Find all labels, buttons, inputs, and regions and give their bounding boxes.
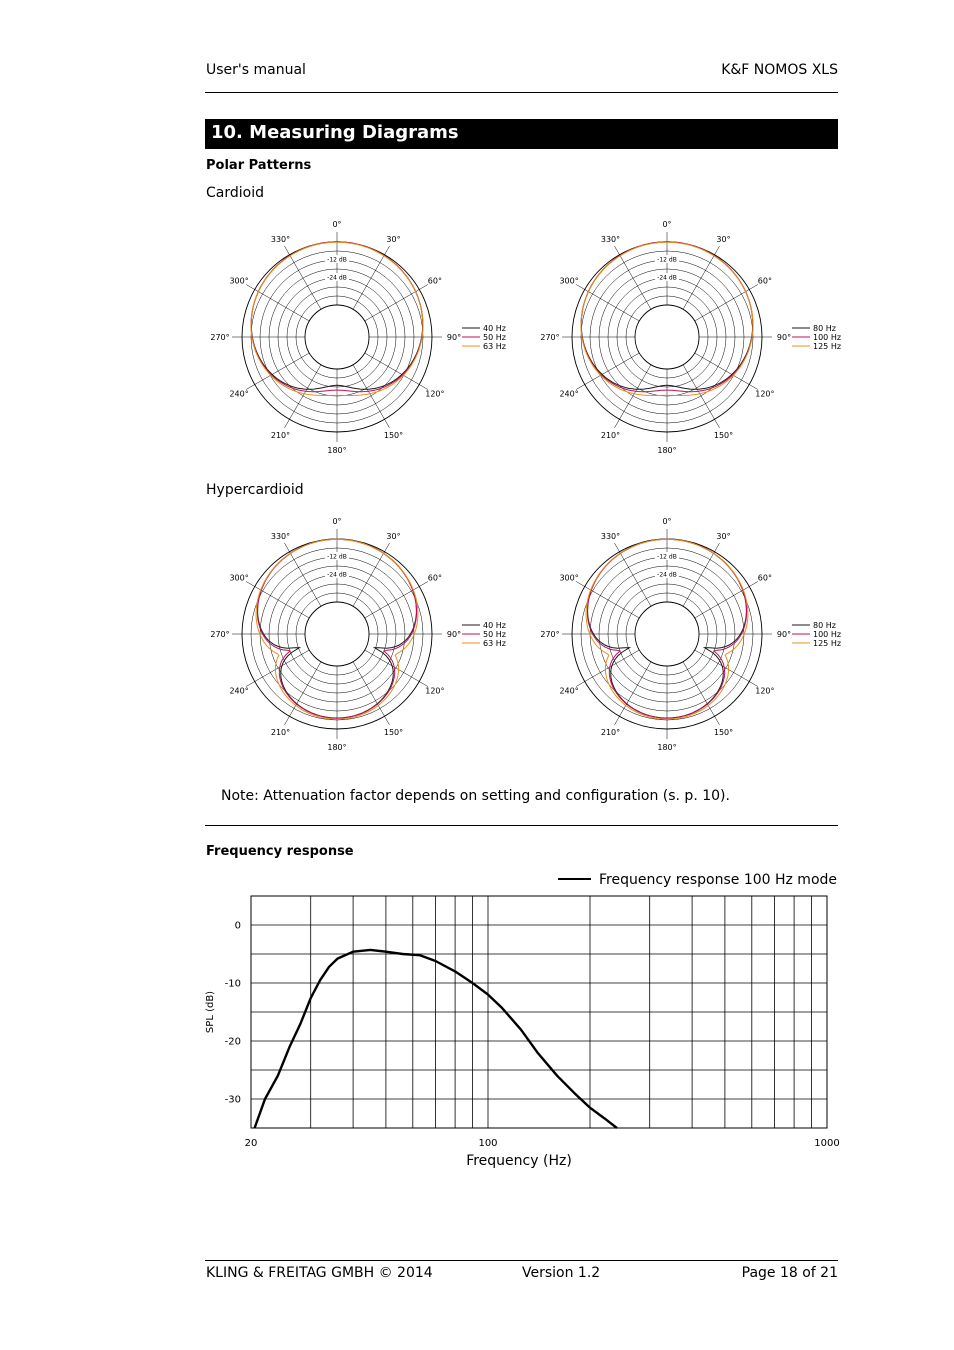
footer-rule xyxy=(205,1260,838,1261)
angle-label: 90° xyxy=(776,630,792,639)
angle-label: 120° xyxy=(425,389,445,399)
legend-entry: 125 Hz xyxy=(813,639,842,648)
angle-label: 180° xyxy=(657,743,677,752)
polar-plot-hypercardioid-high xyxy=(530,505,850,765)
angle-label: 90° xyxy=(776,333,792,342)
angle-label: 240° xyxy=(229,686,249,696)
angle-label: 330° xyxy=(600,235,621,245)
polar-grid xyxy=(562,232,775,442)
angle-label: 270° xyxy=(540,333,560,342)
ring-label: -12 dB xyxy=(657,256,677,264)
angle-label: 150° xyxy=(383,727,404,737)
angle-label: 180° xyxy=(327,743,347,752)
angle-label: 270° xyxy=(210,630,230,639)
y-tick-label: -20 xyxy=(224,1036,241,1048)
angle-label: 30° xyxy=(386,532,401,542)
angle-label: 90° xyxy=(446,333,462,342)
hypercardioid-label: Hypercardioid xyxy=(206,482,304,498)
angle-label: 210° xyxy=(270,727,291,737)
angle-label: 30° xyxy=(716,235,731,245)
angle-label: 240° xyxy=(229,389,249,399)
legend-entry: 50 Hz xyxy=(483,630,506,639)
legend-entry: 125 Hz xyxy=(813,342,842,351)
y-axis-label: SPL (dB) xyxy=(205,990,216,1034)
angle-label: 180° xyxy=(327,446,347,455)
ring-label: -24 dB xyxy=(327,274,347,282)
ring-label: -12 dB xyxy=(657,553,677,561)
header-rule xyxy=(205,92,838,93)
section-title-bar xyxy=(205,119,838,149)
angle-label: 300° xyxy=(229,573,249,583)
polar-plot-hypercardioid-low xyxy=(200,505,520,765)
footer-page: Page 18 of 21 xyxy=(741,1265,838,1281)
legend-entry: 50 Hz xyxy=(483,333,506,342)
angle-label: 210° xyxy=(600,727,621,737)
cardioid-label: Cardioid xyxy=(206,185,264,201)
header-left: User's manual xyxy=(206,62,306,78)
angle-label: 180° xyxy=(657,446,677,455)
ring-label: -24 dB xyxy=(327,571,347,579)
section-title: 10. Measuring Diagrams xyxy=(211,122,459,143)
angle-label: 270° xyxy=(540,630,560,639)
angle-label: 30° xyxy=(716,532,731,542)
legend-entry: 80 Hz xyxy=(813,621,836,630)
angle-label: 150° xyxy=(383,430,404,440)
angle-label: 90° xyxy=(446,630,462,639)
polar-heading: Polar Patterns xyxy=(206,158,312,173)
y-tick-label: -10 xyxy=(224,978,241,990)
legend-entry: 40 Hz xyxy=(483,621,506,630)
angle-label: 270° xyxy=(210,333,230,342)
legend-entry: 40 Hz xyxy=(483,324,506,333)
angle-label: 120° xyxy=(755,686,775,696)
angle-label: 0° xyxy=(662,517,672,526)
angle-label: 120° xyxy=(425,686,445,696)
footer-version: Version 1.2 xyxy=(522,1265,601,1281)
angle-label: 0° xyxy=(332,517,342,526)
polar-plot-cardioid-low xyxy=(200,208,520,468)
angle-label: 150° xyxy=(713,727,734,737)
ring-label: -24 dB xyxy=(657,274,677,282)
chart-grid xyxy=(251,896,827,1128)
footer-company: KLING & FREITAG GMBH © 2014 xyxy=(206,1265,433,1281)
angle-label: 60° xyxy=(757,573,772,583)
attenuation-note: Note: Attenuation factor depends on setting and configuration (s. p. 10). xyxy=(221,788,730,804)
angle-label: 120° xyxy=(755,389,775,399)
angle-label: 300° xyxy=(559,573,579,583)
angle-label: 60° xyxy=(427,573,442,583)
angle-label: 330° xyxy=(270,235,291,245)
ring-label: -24 dB xyxy=(657,571,677,579)
header-right: K&F NOMOS XLS xyxy=(721,62,838,78)
legend-entry: 63 Hz xyxy=(483,342,506,351)
angle-label: 60° xyxy=(427,276,442,286)
y-tick-label: 0 xyxy=(234,920,241,932)
y-tick-label: -30 xyxy=(224,1094,241,1106)
angle-label: 300° xyxy=(559,276,579,286)
ring-label: -12 dB xyxy=(327,553,347,561)
legend-entry: 100 Hz xyxy=(813,630,842,639)
legend-label: Frequency response 100 Hz mode xyxy=(599,872,838,888)
polar-plot-cardioid-high xyxy=(530,208,850,468)
x-tick-label: 100 xyxy=(478,1138,498,1149)
angle-label: 300° xyxy=(229,276,249,286)
legend-entry: 80 Hz xyxy=(813,324,836,333)
angle-label: 0° xyxy=(332,220,342,229)
angle-label: 330° xyxy=(600,532,621,542)
polar-grid xyxy=(232,232,445,442)
angle-label: 30° xyxy=(386,235,401,245)
frequency-heading: Frequency response xyxy=(206,844,354,859)
ring-label: -12 dB xyxy=(327,256,347,264)
legend-entry: 100 Hz xyxy=(813,333,842,342)
angle-label: 150° xyxy=(713,430,734,440)
x-axis-label: Frequency (Hz) xyxy=(466,1153,572,1169)
angle-label: 330° xyxy=(270,532,291,542)
angle-label: 210° xyxy=(600,430,621,440)
frequency-response-chart xyxy=(195,862,855,1182)
angle-label: 0° xyxy=(662,220,672,229)
legend-entry: 63 Hz xyxy=(483,639,506,648)
x-tick-label: 1000 xyxy=(814,1138,840,1149)
x-tick-label: 20 xyxy=(244,1138,258,1149)
section-rule xyxy=(205,825,838,826)
angle-label: 60° xyxy=(757,276,772,286)
angle-label: 210° xyxy=(270,430,291,440)
angle-label: 240° xyxy=(559,686,579,696)
angle-label: 240° xyxy=(559,389,579,399)
